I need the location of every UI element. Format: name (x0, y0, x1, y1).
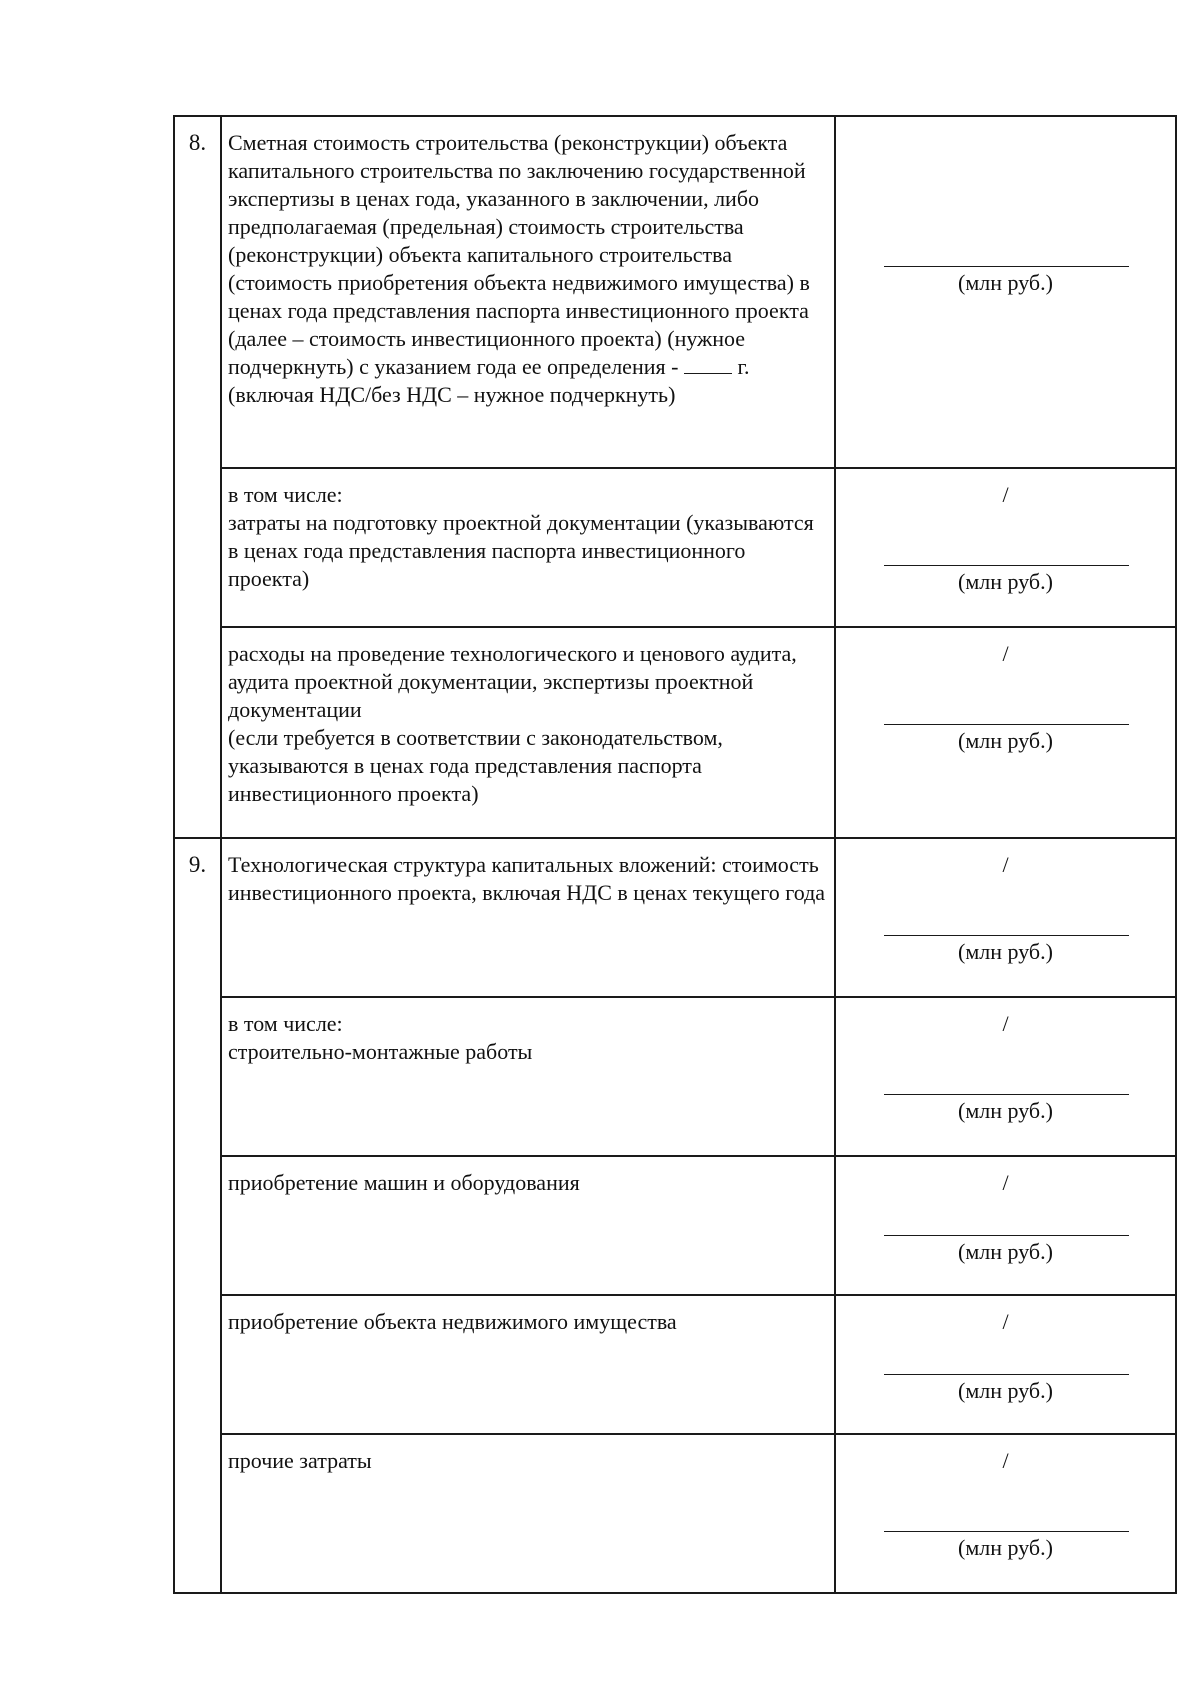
value-entry-line (884, 1235, 1129, 1236)
value-slash: / (1002, 482, 1009, 507)
table-row (174, 1434, 1176, 1593)
table-row (174, 1156, 1176, 1295)
unit-label: (млн руб.) (958, 1378, 1053, 1403)
table-row (174, 468, 1176, 627)
value-cell (835, 997, 1176, 1156)
row-number: 8. (174, 116, 221, 838)
unit-label: (млн руб.) (958, 569, 1053, 594)
row-description: Технологическая структура капитальных вложений: стоимость инвестиционного проекта, включая НДС в ценах текущего года (221, 838, 835, 997)
vat-note: (включая НДС/без НДС – нужное подчеркнуть) (228, 382, 676, 407)
row-description (221, 116, 835, 468)
table-row (174, 997, 1176, 1156)
value-entry-line (884, 565, 1129, 566)
value-cell (835, 838, 1176, 997)
value-cell (835, 1295, 1176, 1434)
value-entry-line (884, 266, 1129, 267)
unit-label: (млн руб.) (958, 270, 1053, 295)
year-suffix: г. (737, 354, 750, 379)
value-slash: / (1002, 1011, 1009, 1036)
value-entry-line (884, 1531, 1129, 1532)
cost-table (173, 115, 1177, 1594)
row-description-text: Сметная стоимость строительства (реконструкции) объекта капитального строительства по заключению государственной экспертизы в ценах года, указанного в заключении, либо предполагаемая (предельная) стоимость строительства (реконструкции) объекта капитального строительства (стоимость приобретения объекта недвижимого имущества) в ценах года представления паспорта инвестиционного проекта (далее – стоимость инвестиционного проекта) (нужное подчеркнуть) с указанием года ее определения - (228, 130, 810, 379)
value-entry-line (884, 724, 1129, 725)
unit-label: (млн руб.) (958, 728, 1053, 753)
table-row (174, 1295, 1176, 1434)
value-cell (835, 468, 1176, 627)
year-blank-line (684, 355, 732, 374)
value-slash: / (1002, 1170, 1009, 1195)
unit-label: (млн руб.) (958, 1239, 1053, 1264)
table-row (174, 627, 1176, 838)
row-description: в том числе: строительно-монтажные работы (221, 997, 835, 1156)
row-description: прочие затраты (221, 1434, 835, 1593)
value-slash: / (1002, 1448, 1009, 1473)
value-slash: / (1002, 641, 1009, 666)
row-description: приобретение машин и оборудования (221, 1156, 835, 1295)
value-slash: / (1002, 1309, 1009, 1334)
row-description: расходы на проведение технологического и ценового аудита, аудита проектной документации, экспертизы проектной документации (если требуется в соответствии с законодательством, указываются в ценах года представления паспорта инвестиционного проекта) (221, 627, 835, 838)
unit-label: (млн руб.) (958, 939, 1053, 964)
value-entry-line (884, 1374, 1129, 1375)
value-cell (835, 116, 1176, 468)
row-description: в том числе: затраты на подготовку проектной документации (указываются в ценах года представления паспорта инвестиционного проекта) (221, 468, 835, 627)
value-cell (835, 1156, 1176, 1295)
row-description: приобретение объекта недвижимого имущества (221, 1295, 835, 1434)
table-row (174, 116, 1176, 468)
unit-label: (млн руб.) (958, 1535, 1053, 1560)
value-entry-line (884, 935, 1129, 936)
unit-label: (млн руб.) (958, 1098, 1053, 1123)
row-number: 9. (174, 838, 221, 1593)
value-cell (835, 1434, 1176, 1593)
value-entry-line (884, 1094, 1129, 1095)
value-cell (835, 627, 1176, 838)
value-slash: / (1002, 852, 1009, 877)
table-row (174, 838, 1176, 997)
